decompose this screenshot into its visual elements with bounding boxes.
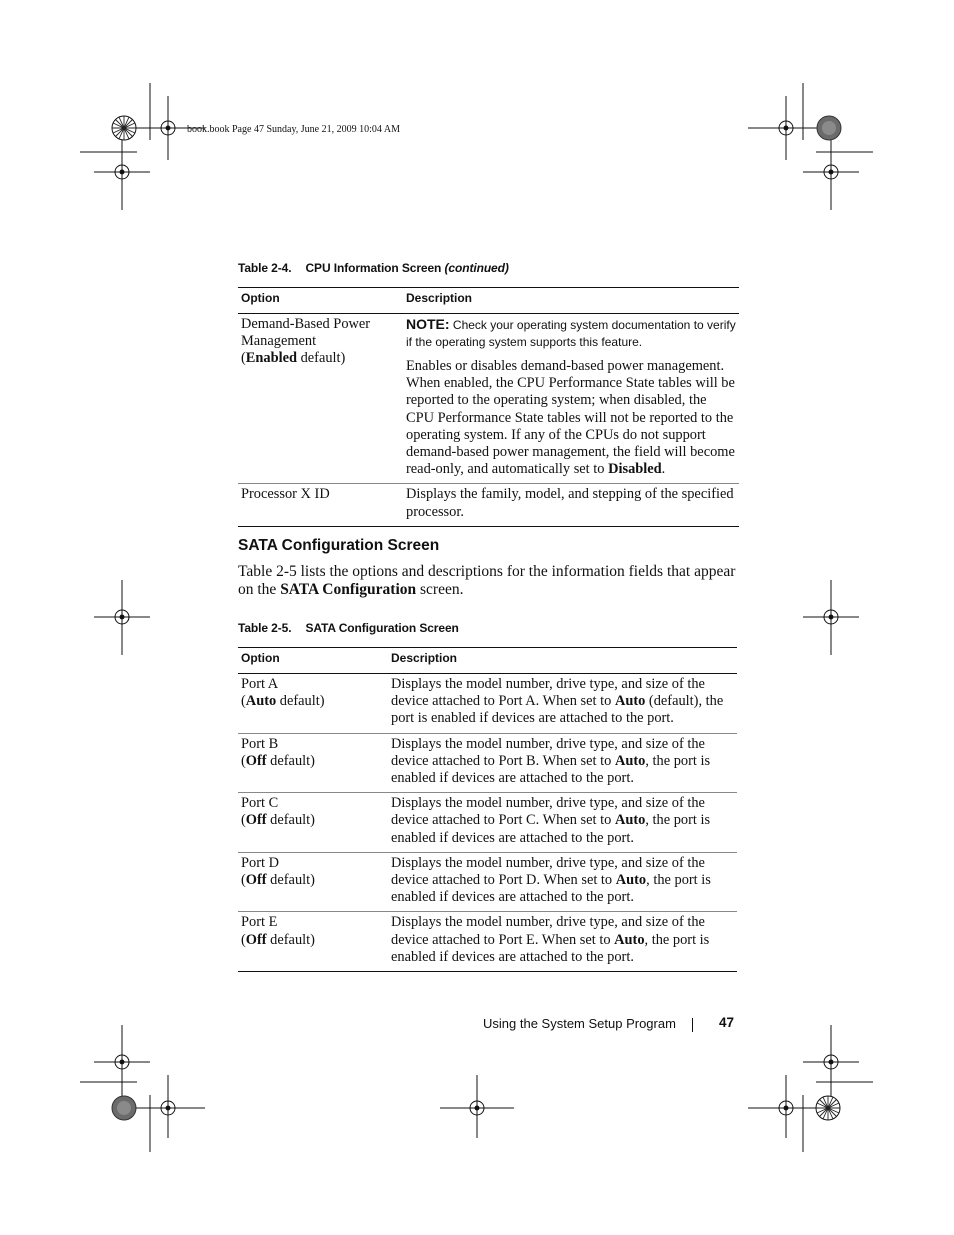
- page-number: 47: [719, 1015, 735, 1030]
- table-row: [238, 674, 737, 734]
- print-header: book.book Page 47 Sunday, June 21, 2009 10:04 AM: [187, 124, 400, 135]
- caption-title: CPU Information Screen: [305, 261, 442, 275]
- column-header-description: Description: [388, 648, 737, 674]
- cpu-information-table: [238, 287, 739, 527]
- caption-continued: (continued): [444, 261, 509, 275]
- option-cell: Port B (Off default): [238, 733, 388, 793]
- description-cell: Displays the family, model, and stepping of the specified processor.: [403, 484, 739, 526]
- option-cell: Port A (Auto default): [238, 674, 388, 734]
- description-cell: [403, 314, 739, 484]
- footer-section-label: Using the System Setup Program: [483, 1016, 676, 1031]
- sata-configuration-table: [238, 647, 737, 972]
- note-callout: NOTE: Check your operating system documentation to verify if the operating system supports this feature.: [406, 316, 736, 349]
- caption-number: Table 2-4.: [238, 261, 292, 275]
- description-cell: Displays the model number, drive type, and size of the device attached to Port E. When set to Auto, the port is enabled if devices are attached to the port.: [388, 912, 737, 972]
- description-cell: Displays the model number, drive type, and size of the device attached to Port B. When set to Auto, the port is enabled if devices are attached to the port.: [388, 733, 737, 793]
- description-cell: Displays the model number, drive type, and size of the device attached to Port C. When set to Auto, the port is enabled if devices are attached to the port.: [388, 793, 737, 853]
- column-header-description: Description: [403, 288, 739, 314]
- table-caption-sata: [238, 621, 459, 635]
- table-row: [238, 793, 737, 853]
- intro-paragraph: Table 2-5 lists the options and descriptions for the information fields that appear on the SATA Configuration screen.: [238, 563, 736, 598]
- table-caption-cpu: [238, 261, 509, 275]
- column-header-option: Option: [238, 288, 403, 314]
- option-cell: Demand-Based Power Management (Enabled default): [238, 314, 403, 484]
- caption-number: Table 2-5.: [238, 621, 292, 635]
- option-cell: Port D (Off default): [238, 852, 388, 912]
- option-cell: Processor X ID: [238, 484, 403, 526]
- column-header-option: Option: [238, 648, 388, 674]
- description-text: Enables or disables demand-based power management. When enabled, the CPU Performance State tables will be reported to the operating system; when disabled, the CPU Performance State tables will not be reported to the operating system. If any of the CPUs do not support demand-based power management, the field will become read-only, and automatically set to Disabled.: [406, 358, 735, 478]
- table-row: [238, 852, 737, 912]
- table-row: [238, 733, 737, 793]
- table-row: [238, 484, 739, 526]
- note-label: NOTE:: [406, 316, 450, 332]
- table-row: [238, 314, 739, 484]
- section-title: SATA Configuration Screen: [238, 537, 440, 554]
- option-cell: Port E (Off default): [238, 912, 388, 972]
- footer-divider: [692, 1018, 693, 1032]
- table-row: [238, 912, 737, 972]
- caption-title: SATA Configuration Screen: [305, 621, 459, 635]
- description-cell: Displays the model number, drive type, and size of the device attached to Port A. When set to Auto (default), the port is enabled if devices are attached to the port.: [388, 674, 737, 734]
- option-cell: Port C (Off default): [238, 793, 388, 853]
- description-cell: Displays the model number, drive type, and size of the device attached to Port D. When set to Auto, the port is enabled if devices are attached to the port.: [388, 852, 737, 912]
